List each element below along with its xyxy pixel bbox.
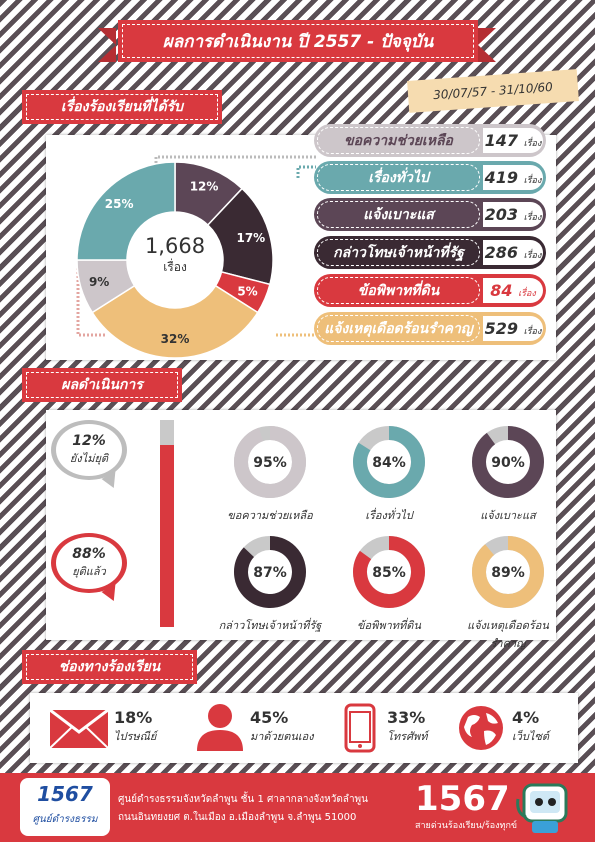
mascot-icon (516, 779, 572, 837)
donut-slice-label: 32% (160, 332, 190, 346)
footer-hotline: 1567 (415, 779, 510, 819)
donut-slice-label: 17% (236, 230, 266, 245)
date-range: 30/07/57 - 31/10/60 (432, 79, 554, 103)
donut-total-unit: เรื่อง (163, 260, 187, 274)
footer-hotline-caption: สายด่วนร้องเรียน/ร้องทุกข์ (415, 821, 518, 831)
footer-logo-number: 1567 (37, 782, 93, 806)
category-count: 419 เรื่อง (483, 165, 543, 190)
category-unit: เรื่อง (523, 176, 542, 186)
donut-slice-label: 9% (88, 275, 110, 290)
channel-mail-name: ไปรษณีย์ (114, 730, 157, 743)
pending-label: ยังไม่ยุติ (69, 452, 109, 465)
ring-name: ขอความช่วยเหลือ (227, 509, 313, 522)
channel-walkin-pct: 45% (250, 708, 289, 727)
category-count: 529 เรื่อง (483, 316, 543, 341)
ring-value: 89% (491, 565, 525, 581)
ring-value: 90% (491, 455, 525, 471)
channel-web (512, 708, 549, 745)
category-count: 286 เรื่อง (483, 240, 543, 265)
envelope-icon (50, 710, 108, 748)
ring-name: แจ้งเบาะแส (480, 509, 536, 522)
channels-ribbon (22, 650, 197, 684)
category-label: แจ้งเหตุเดือดร้อนรำคาญ (317, 315, 480, 342)
ring-name: ข้อพิพาทที่ดิน (357, 619, 421, 632)
complaints-section-title: เรื่องร้องเรียนที่ได้รับ (60, 99, 184, 115)
ring-name: เรื่องทั่วไป (365, 509, 413, 522)
channel-phone-pct: 33% (387, 708, 426, 727)
channel-mail-pct: 18% (114, 708, 153, 727)
channel-phone (387, 708, 428, 745)
channel-web-pct: 4% (512, 708, 540, 727)
category-label: ข้อพิพาทที่ดิน (317, 277, 480, 304)
footer-logo-caption: ศูนย์ดำรงธรรม (32, 814, 98, 825)
pending-pct: 12% (72, 433, 106, 449)
category-unit: เรื่อง (518, 289, 536, 299)
footer-address-line1: ศูนย์ดำรงธรรมจังหวัดลำพูน ชั้น 1 ศาลากลางจังหวัดลำพูน (118, 794, 368, 805)
category-count: 147 เรื่อง (483, 128, 543, 153)
channel-phone-name: โทรศัพท์ (387, 730, 428, 743)
phone-icon (344, 703, 376, 753)
category-unit: เรื่อง (523, 213, 542, 223)
footer-logo (20, 778, 110, 836)
donut-total-value: 1,668 (144, 234, 206, 258)
category-label: ขอความช่วยเหลือ (317, 127, 480, 154)
done-label: ยุติแล้ว (72, 565, 106, 578)
channel-web-name: เว็บไซต์ (512, 730, 550, 743)
channel-mail (114, 708, 156, 745)
category-unit: เรื่อง (523, 327, 542, 337)
results-section-title: ผลดำเนินการ (61, 377, 143, 393)
ring-value: 87% (253, 565, 287, 581)
donut-slice-label: 25% (104, 197, 134, 212)
footer-address-line2: ถนนอินทยงยศ ต.ในเมือง อ.เมืองลำพูน จ.ลำพูน 51000 (118, 812, 357, 823)
category-label: กล่าวโทษเจ้าหน้าที่รัฐ (317, 239, 480, 266)
ring-value: 84% (372, 455, 406, 471)
person-icon (195, 703, 245, 751)
ring-value: 95% (253, 455, 287, 471)
donut-slice-label: 5% (237, 284, 258, 299)
done-pct: 88% (72, 546, 106, 562)
channel-walkin (250, 708, 314, 745)
category-unit: เรื่อง (523, 251, 542, 261)
donut-slice-label: 12% (189, 179, 219, 194)
ring-value: 85% (372, 565, 406, 581)
category-count: 84 เรื่อง (483, 278, 543, 303)
category-label: แจ้งเบาะแส (317, 201, 480, 228)
globe-icon (458, 705, 504, 751)
channel-walkin-name: มาด้วยตนเอง (250, 730, 314, 743)
category-unit: เรื่อง (523, 139, 542, 149)
category-count: 203 เรื่อง (483, 202, 543, 227)
ring-name: แจ้งเหตุเดือดร้อนรำคาญ (467, 619, 549, 650)
channels-section-title: ช่องทางร้องเรียน (58, 659, 161, 675)
page-title: ผลการดำเนินงาน ปี 2557 - ปัจจุบัน (162, 31, 434, 52)
ring-name: กล่าวโทษเจ้าหน้าที่รัฐ (218, 619, 322, 632)
category-label: เรื่องทั่วไป (317, 164, 480, 191)
